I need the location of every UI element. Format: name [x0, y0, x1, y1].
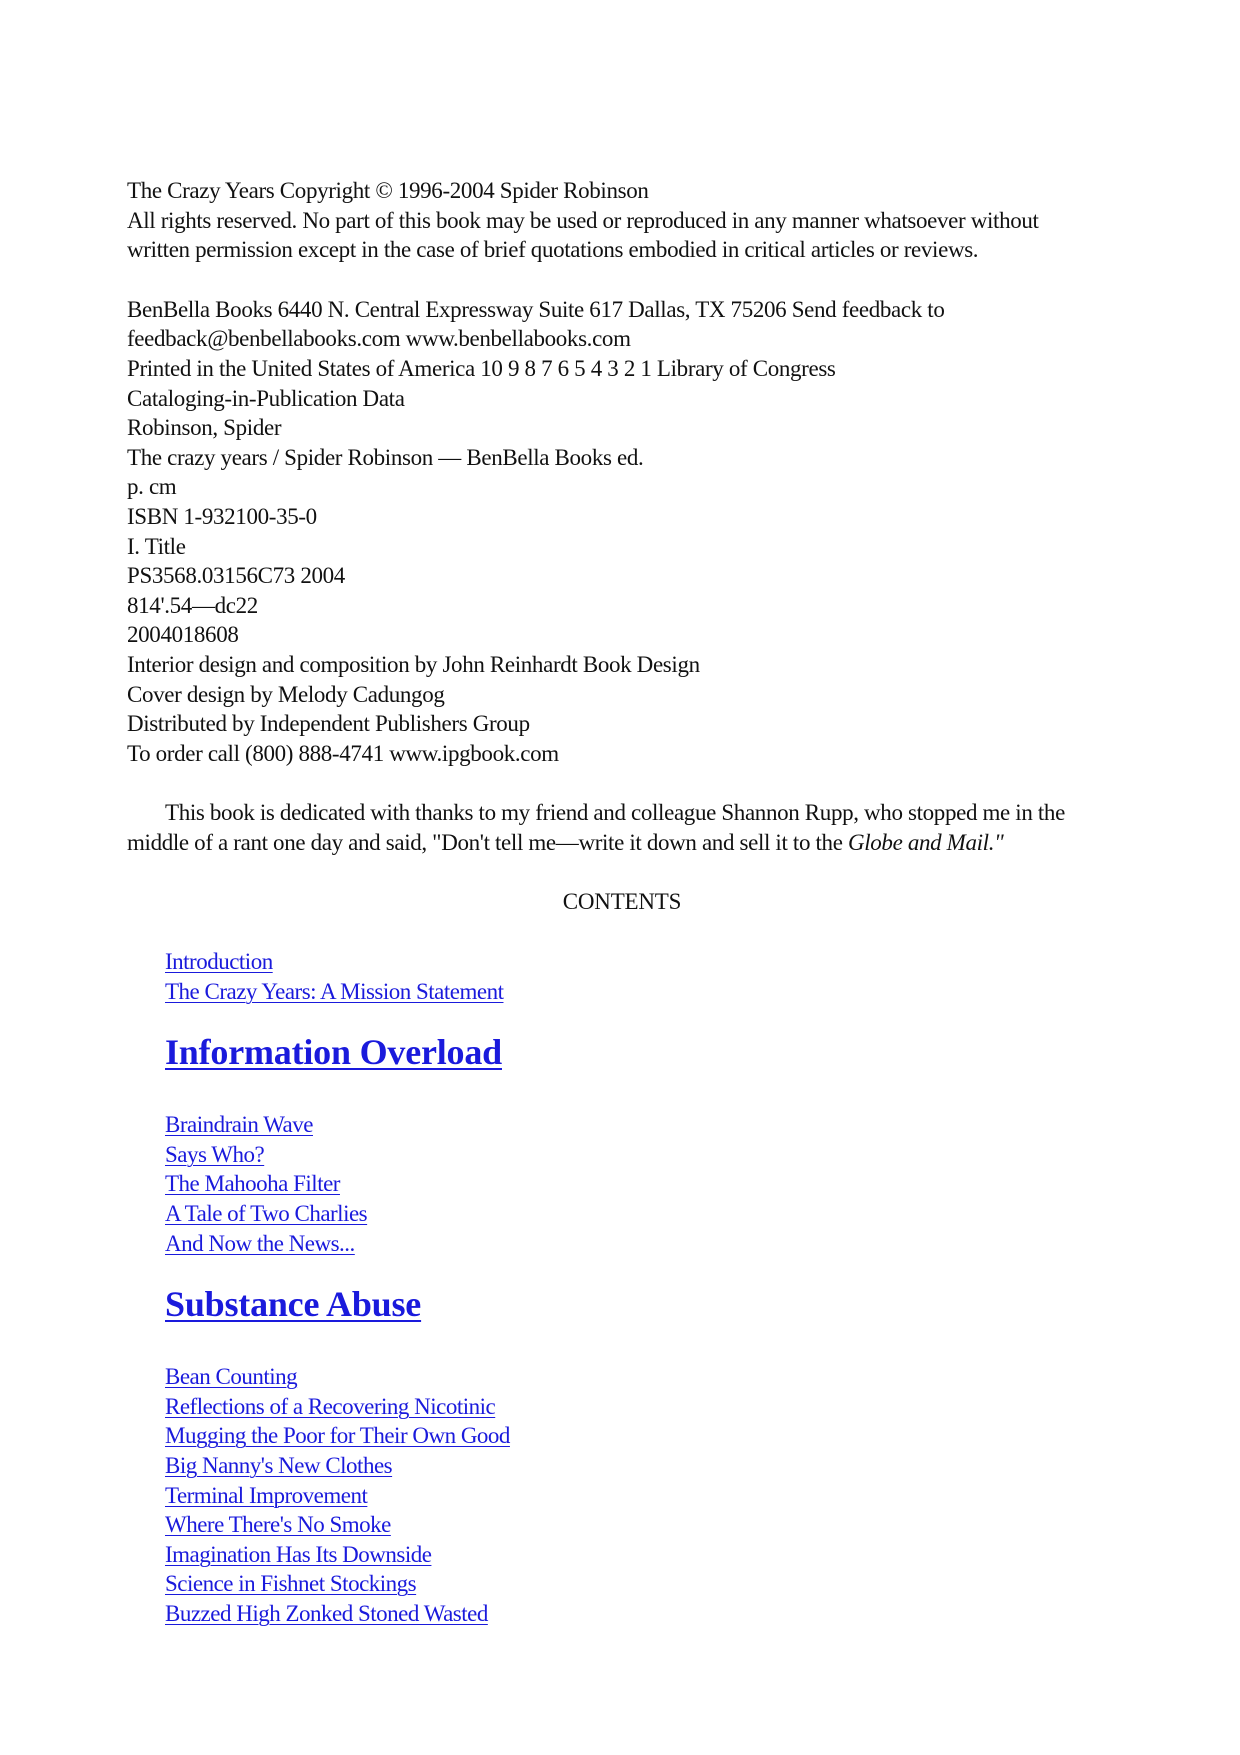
toc-link[interactable]: Says Who? [165, 1141, 265, 1167]
copyright-line: The Crazy Years Copyright © 1996-2004 Spider Robinson [127, 178, 649, 203]
publisher-line: Distributed by Independent Publishers Group [127, 711, 530, 737]
toc-link-mission-statement[interactable]: The Crazy Years: A Mission Statement [165, 978, 504, 1004]
toc-link[interactable]: And Now the News... [165, 1230, 355, 1256]
publisher-line: Robinson, Spider [127, 415, 282, 441]
publisher-line: 2004018608 [127, 622, 239, 648]
dedication-italic-title: Globe and Mail." [847, 829, 1004, 855]
toc-link[interactable]: Imagination Has Its Downside [165, 1541, 432, 1567]
publisher-line: Printed in the United States of America 10 9 8 7 6 5 4 3 2 1 Library of Congress [127, 355, 836, 381]
toc-link[interactable]: Big Nanny's New Clothes [165, 1453, 393, 1478]
section-heading-substance-abuse[interactable]: Substance Abuse [165, 1284, 422, 1325]
toc-link[interactable]: Braindrain Wave [165, 1112, 313, 1138]
toc-link[interactable]: Science in Fishnet Stockings [165, 1571, 417, 1597]
toc-link[interactable]: Terminal Improvement [165, 1482, 368, 1508]
publisher-line: feedback@benbellabooks.com www.benbellabooks.com [127, 326, 631, 352]
publisher-line: PS3568.03156C73 2004 [127, 563, 345, 589]
rights-line: written permission except in the case of brief quotations embodied in critical articles or reviews. [127, 237, 979, 263]
publisher-line: p. cm [127, 474, 177, 500]
section-heading-information-overload[interactable]: Information Overload [165, 1032, 502, 1073]
table-of-contents [127, 947, 1117, 1629]
publisher-line: To order call (800) 888-4741 www.ipgbook.com [127, 740, 559, 766]
publisher-line: 814'.54—dc22 [127, 592, 258, 618]
book-front-matter [127, 176, 1117, 1629]
toc-link[interactable]: The Mahooha Filter [165, 1171, 340, 1197]
dedication-paragraph [127, 798, 1117, 857]
publisher-line: Cover design by Melody Cadungog [127, 681, 445, 707]
copyright-block [127, 176, 1117, 265]
publisher-line: Interior design and composition by John Reinhardt Book Design [127, 651, 700, 677]
publisher-line: BenBella Books 6440 N. Central Expressway Suite 617 Dallas, TX 75206 Send feedback to [127, 296, 945, 322]
publisher-line: Cataloging-in-Publication Data [127, 385, 405, 411]
toc-link[interactable]: Where There's No Smoke [165, 1512, 391, 1538]
toc-link[interactable]: Reflections of a Recovering Nicotinic [165, 1393, 496, 1419]
rights-line: All rights reserved. No part of this book may be used or reproduced in any manner whatsoever without [127, 207, 1039, 233]
toc-link[interactable]: Buzzed High Zonked Stoned Wasted [165, 1600, 488, 1626]
toc-link-introduction[interactable]: Introduction [165, 949, 273, 975]
publisher-line: I. Title [127, 533, 186, 559]
publisher-block [127, 295, 1117, 769]
publisher-line: The crazy years / Spider Robinson — BenBella Books ed. [127, 444, 644, 470]
toc-link[interactable]: Mugging the Poor for Their Own Good [165, 1423, 510, 1449]
contents-title: CONTENTS [562, 889, 682, 915]
publisher-line: ISBN 1-932100-35-0 [127, 503, 317, 529]
toc-link[interactable]: A Tale of Two Charlies [165, 1201, 368, 1227]
toc-link[interactable]: Bean Counting [165, 1364, 298, 1390]
dedication-text: This book is dedicated with thanks to my friend and colleague Shannon Rupp, who stopped me in the middle of a rant one day and said, "Don't tell me—write it down and sell it to the [127, 800, 1065, 855]
